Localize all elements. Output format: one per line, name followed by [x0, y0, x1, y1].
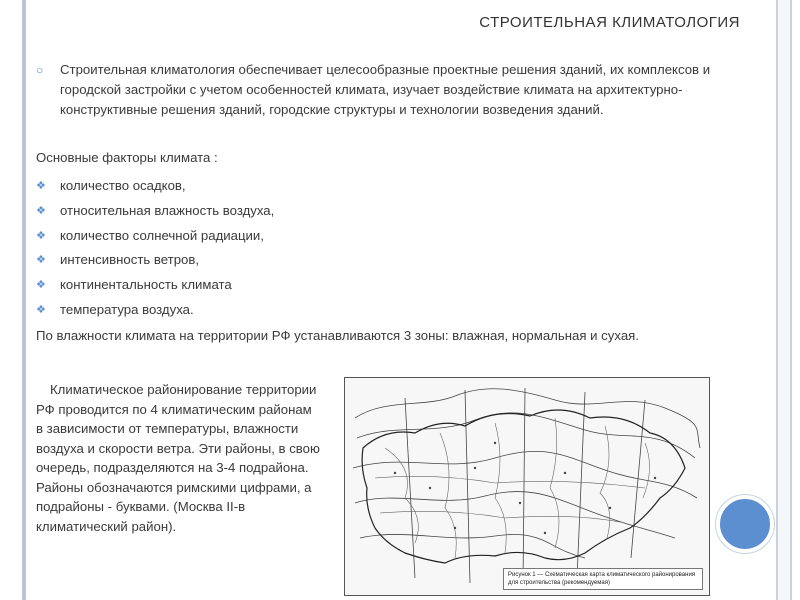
list-item — [36, 225, 274, 250]
decorative-circle — [716, 495, 774, 553]
bullet-icon: ❖ — [36, 229, 46, 242]
factor-label: интенсивность ветров, — [60, 252, 200, 268]
factors-heading: Основные факторы климата : — [36, 150, 218, 165]
bullet-icon: ❖ — [36, 180, 46, 192]
region-paragraph: Климатическое районирование территории РФ проводится по 4 климатическим районам в зависимости от температуры, влажности воздуха и скорости ветра. Эти районы, в свою очередь, подразделяются на 3-4 подрайона. Районы обозначаются римскими цифрами, а подрайоны - буквами. (Москва II-в климатический район). — [36, 382, 320, 534]
factor-label: температура воздуха. — [60, 301, 194, 317]
intro-paragraph — [36, 60, 766, 120]
map-drawing — [345, 378, 709, 595]
slide-right-border — [776, 0, 792, 600]
bullet-icon: ❖ — [36, 303, 46, 316]
bullet-icon: ❖ — [36, 254, 46, 267]
slide-title: СТРОИТЕЛЬНАЯ КЛИМАТОЛОГИЯ — [479, 14, 740, 31]
list-item — [36, 200, 274, 225]
slide-left-border — [22, 0, 26, 600]
list-item — [36, 299, 274, 324]
bullet-icon: ❖ — [36, 279, 46, 292]
map-caption: Рисунок 1 — Схематическая карта климатического районирования для строительства (рекомендуемая) — [503, 568, 703, 590]
factors-list — [36, 175, 274, 324]
bullet-icon: ○ — [36, 63, 44, 77]
climate-map-image — [344, 377, 710, 596]
factor-label: количество осадков, — [60, 178, 186, 193]
factor-label: количество солнечной радиации, — [60, 227, 264, 243]
list-item — [36, 175, 274, 200]
list-item — [36, 249, 274, 274]
zones-text: По влажности климата на территории РФ устанавливаются 3 зоны: влажная, нормальная и сухая. — [36, 328, 639, 343]
factor-label: относительная влажность воздуха, — [60, 202, 275, 218]
intro-text: Строительная климатология обеспечивает целесообразные проектные решения зданий, их комплексов и городской застройки с учетом особенностей климата, изучает воздействие климата на архитектурно-конструктивные решения зданий, городские структуры и технологии возведения зданий. — [60, 62, 711, 117]
factor-label: континентальность климата — [60, 277, 232, 293]
list-item — [36, 274, 274, 299]
bullet-icon: ❖ — [36, 204, 46, 217]
